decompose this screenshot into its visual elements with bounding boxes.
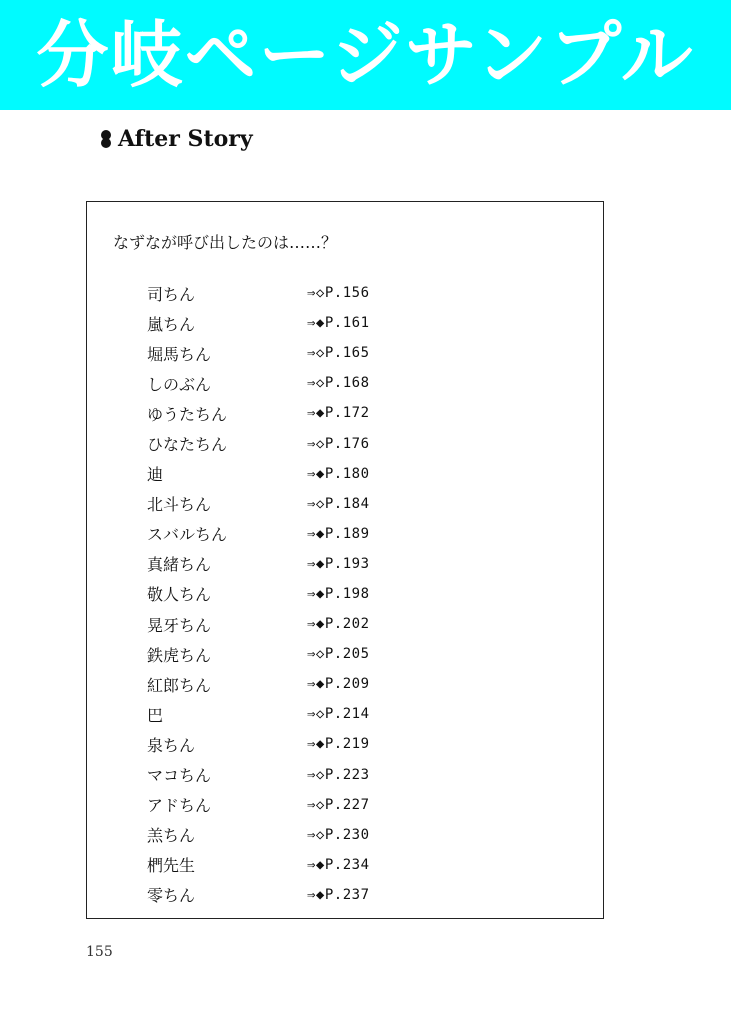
- choice-target: ⇒◇P.214: [307, 706, 370, 723]
- choice-name: 泉ちん: [147, 735, 196, 755]
- choice-name: 嵐ちん: [147, 314, 196, 334]
- choice-target: ⇒◆P.189: [307, 525, 370, 542]
- choice-name: 真緒ちん: [147, 555, 212, 575]
- choice-row[interactable]: [147, 729, 547, 759]
- banner-title: 分岐ページサンプル: [36, 13, 695, 97]
- bullet-icon: [98, 129, 114, 149]
- choice-target: ⇒◆P.219: [307, 736, 370, 753]
- title-banner: [0, 0, 731, 110]
- section-heading-text: After Story: [118, 126, 253, 152]
- choice-target: ⇒◆P.180: [307, 465, 370, 482]
- choice-row[interactable]: [147, 368, 547, 398]
- choice-name: 巴: [147, 705, 164, 725]
- choice-target: ⇒◇P.227: [307, 796, 370, 813]
- section-heading: [98, 126, 253, 152]
- choice-target: ⇒◇P.230: [307, 826, 370, 843]
- choice-row[interactable]: [147, 669, 547, 699]
- choice-row[interactable]: [147, 489, 547, 519]
- choice-row[interactable]: [147, 790, 547, 820]
- choice-row[interactable]: [147, 428, 547, 458]
- choice-name: マコちん: [147, 766, 212, 786]
- choice-target: ⇒◆P.209: [307, 676, 370, 693]
- choice-target: ⇒◆P.172: [307, 405, 370, 422]
- choice-row[interactable]: [147, 549, 547, 579]
- choice-row[interactable]: [147, 609, 547, 639]
- question-text: なずなが呼び出したのは……？: [113, 233, 338, 252]
- choice-target: ⇒◇P.223: [307, 766, 370, 783]
- choice-target: ⇒◆P.193: [307, 555, 370, 572]
- choice-target: ⇒◇P.205: [307, 646, 370, 663]
- choice-name: 堀馬ちん: [147, 344, 212, 364]
- choice-target: ⇒◆P.198: [307, 585, 370, 602]
- choice-target: ⇒◆P.234: [307, 856, 370, 873]
- choice-name: しのぶん: [147, 374, 212, 394]
- page-number: 155: [86, 944, 113, 960]
- choice-list: [147, 278, 547, 910]
- choice-name: 鉄虎ちん: [147, 645, 212, 665]
- choice-target: ⇒◇P.176: [307, 435, 370, 452]
- choice-row[interactable]: [147, 278, 547, 308]
- choice-row[interactable]: [147, 699, 547, 729]
- choice-name: 零ちん: [147, 886, 196, 906]
- choice-row[interactable]: [147, 338, 547, 368]
- choice-name: 紅郎ちん: [147, 675, 212, 695]
- choice-name: ひなたちん: [147, 435, 228, 455]
- choice-row[interactable]: [147, 639, 547, 669]
- choice-name: 椚先生: [147, 856, 196, 876]
- choice-row[interactable]: [147, 459, 547, 489]
- choice-name: スバルちん: [147, 525, 228, 545]
- choice-name: 司ちん: [147, 284, 196, 304]
- choice-row[interactable]: [147, 760, 547, 790]
- choice-row[interactable]: [147, 820, 547, 850]
- choice-name: 敬人ちん: [147, 585, 212, 605]
- choice-target: ⇒◇P.165: [307, 345, 370, 362]
- choice-target: ⇒◇P.156: [307, 285, 370, 302]
- choice-row[interactable]: [147, 579, 547, 609]
- choice-row[interactable]: [147, 308, 547, 338]
- choice-row[interactable]: [147, 850, 547, 880]
- choice-target: ⇒◇P.184: [307, 495, 370, 512]
- choice-target: ⇒◇P.168: [307, 375, 370, 392]
- choice-name: 北斗ちん: [147, 495, 212, 515]
- choice-target: ⇒◆P.202: [307, 616, 370, 633]
- choice-name: アドちん: [147, 796, 212, 816]
- choice-row[interactable]: [147, 519, 547, 549]
- choice-name: 迪: [147, 465, 164, 485]
- choice-name: 晃牙ちん: [147, 615, 212, 635]
- choice-target: ⇒◆P.161: [307, 315, 370, 332]
- choice-name: ゆうたちん: [147, 404, 228, 424]
- choice-box: [86, 201, 604, 919]
- choice-row[interactable]: [147, 398, 547, 428]
- choice-row[interactable]: [147, 880, 547, 910]
- choice-target: ⇒◆P.237: [307, 886, 370, 903]
- choice-name: 羔ちん: [147, 826, 196, 846]
